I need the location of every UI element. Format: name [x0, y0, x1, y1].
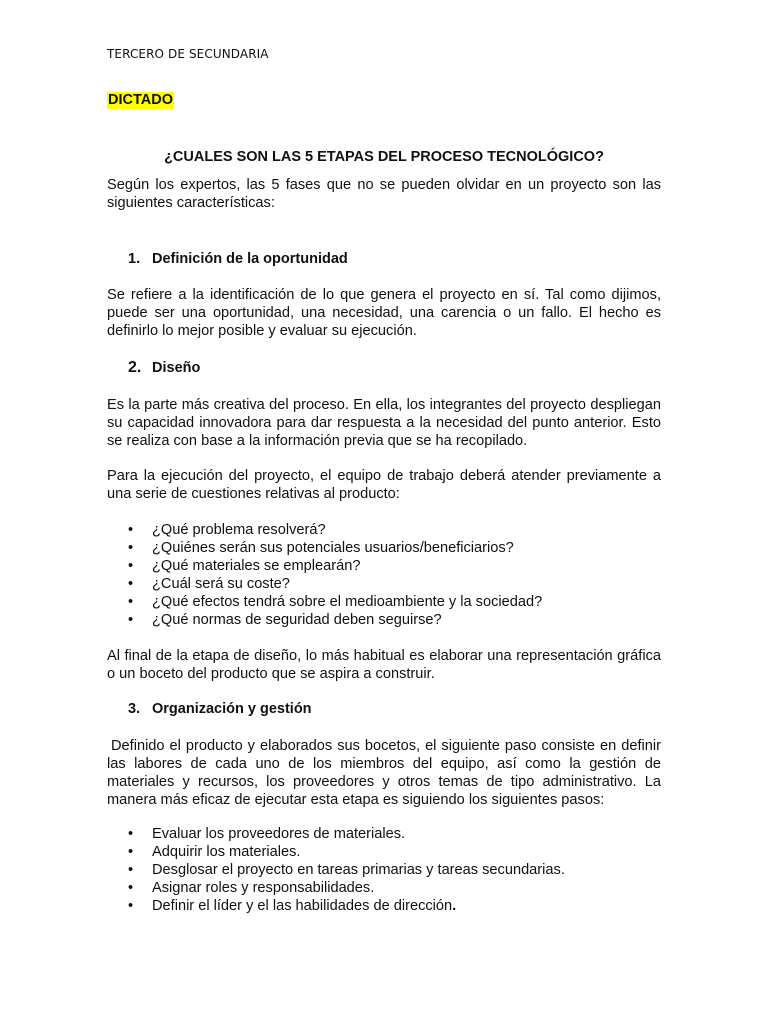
list-item: • Asignar roles y responsabilidades.: [107, 879, 565, 897]
document-title: ¿CUALES SON LAS 5 ETAPAS DEL PROCESO TECNOLÓGICO?: [164, 149, 604, 165]
list-item: • ¿Qué efectos tendrá sobre el medioambiente y la sociedad?: [107, 593, 542, 611]
section-1-paragraph: Se refiere a la identificación de lo que genera el proyecto en sí. Tal como dijimos, puede ser una oportunidad, una necesidad, una carencia o un fallo. El hecho es definirlo lo mejor posible y evaluar su ejecución.: [107, 287, 661, 339]
header-text: TERCERO DE SECUNDARIA: [107, 47, 269, 61]
dictado-label: DICTADO: [108, 92, 173, 108]
last-step-text: Definir el líder y el las habilidades de dirección: [152, 898, 453, 914]
section-2-number: 2.: [128, 359, 142, 376]
section-2-closing: Al final de la etapa de diseño, lo más habitual es elaborar una representación gráfica o un boceto del producto que se aspira a construir.: [107, 648, 661, 682]
section-2-paragraph: Es la parte más creativa del proceso. En ella, los integrantes del proyecto despliegan su capacidad innovadora para dar respuesta a la necesidad del punto anterior. Esto se realiza con base a la información previa que se ha recopilado.: [107, 397, 661, 449]
list-item: • Evaluar los proveedores de materiales.: [107, 825, 565, 843]
section-3-title: Organización y gestión: [152, 701, 312, 717]
section-2-paragraph-2: Para la ejecución del proyecto, el equipo de trabajo deberá atender previamente a una serie de cuestiones relativas al producto:: [107, 468, 661, 502]
section-2-title: Diseño: [152, 360, 201, 376]
list-item: • Adquirir los materiales.: [107, 843, 565, 861]
list-item: • Desglosar el proyecto en tareas primarias y tareas secundarias.: [107, 861, 565, 879]
list-item: • ¿Qué normas de seguridad deben seguirse?: [107, 611, 542, 629]
section-3-number: 3.: [128, 701, 141, 717]
list-item: • ¿Qué problema resolverá?: [107, 521, 542, 539]
section-2-heading: [128, 359, 200, 377]
last-step-period: .: [452, 898, 457, 914]
intro-paragraph: Según los expertos, las 5 fases que no se pueden olvidar en un proyecto son las siguientes características:: [107, 177, 661, 211]
list-item: • ¿Qué materiales se emplearán?: [107, 557, 542, 575]
section-1-number: 1.: [128, 251, 141, 267]
section-1-heading: [128, 251, 348, 267]
section-3-steps-list: [107, 825, 565, 915]
list-item: • ¿Quiénes serán sus potenciales usuarios/beneficiarios?: [107, 539, 542, 557]
section-3-heading: [128, 701, 312, 717]
section-2-question-list: [107, 521, 542, 629]
section-3-paragraph: Definido el producto y elaborados sus bocetos, el siguiente paso consiste en definir las labores de cada uno de los miembros del equipo, así como la gestión de materiales y recursos, los proveedores y otros temas de tipo administrativo. La manera más eficaz de ejecutar esta etapa es siguiendo los siguientes pasos:: [107, 738, 661, 808]
list-item: • ¿Cuál será su coste?: [107, 575, 542, 593]
section-1-title: Definición de la oportunidad: [152, 251, 348, 267]
list-item: [107, 897, 565, 915]
